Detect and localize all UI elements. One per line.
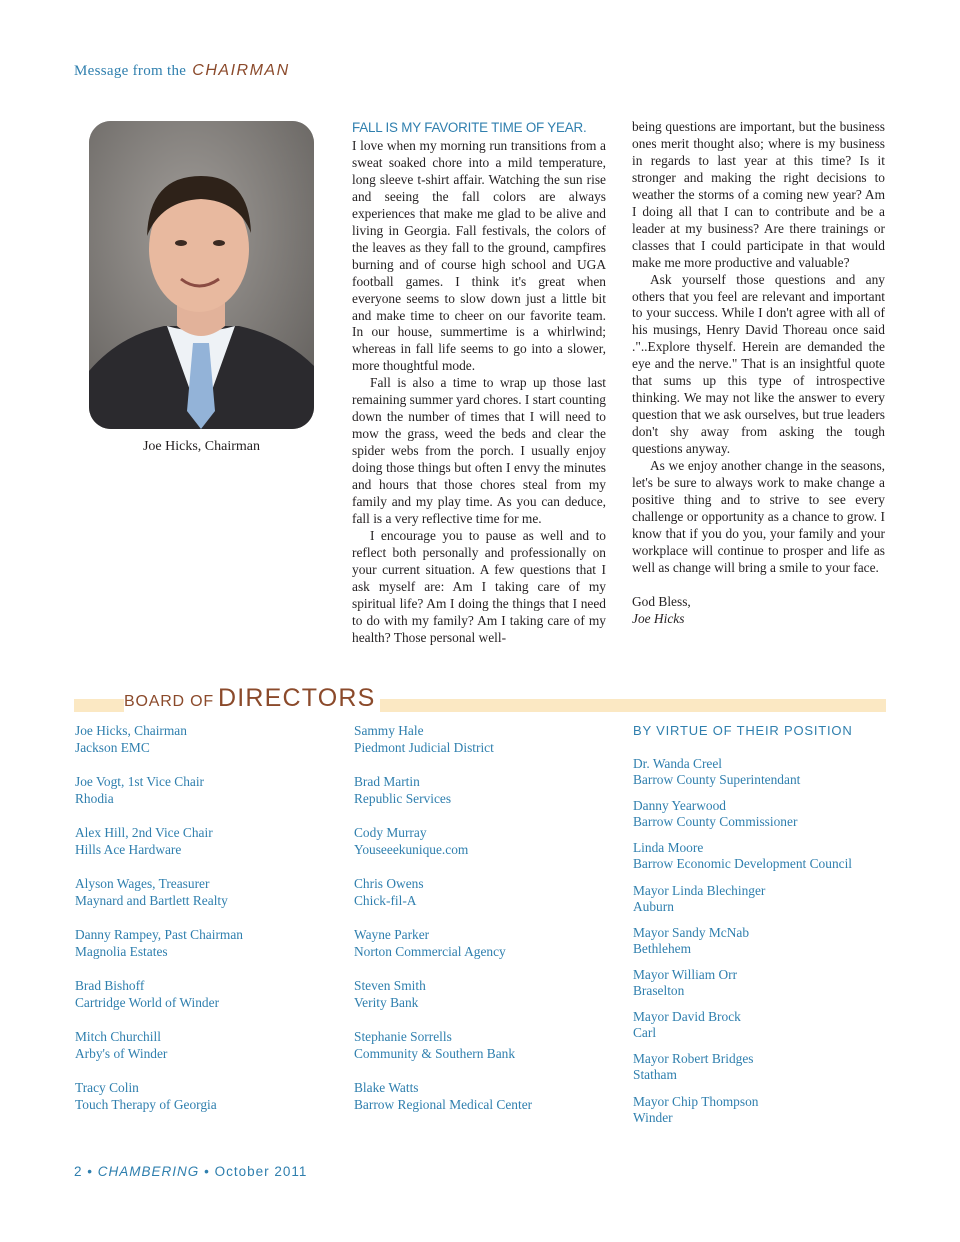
chairman-photo xyxy=(89,121,314,429)
director-org: Barrow Regional Medical Center xyxy=(354,1097,533,1112)
director-entry xyxy=(354,926,614,977)
directors-column-2 xyxy=(354,722,614,1130)
article-paragraph: being questions are important, but the business ones merit thought also; where is my business in regards to last year at this time? Is it stronger and making the right decisions to weather the storms of a coming new year? Am I doing all that I can to contribute and be a leader at my business? Are there trainings or classes that I could participate in that would make me more productive and valuable? xyxy=(632,119,885,270)
director-name: Wayne Parker xyxy=(354,927,430,942)
ex-officio-entry xyxy=(633,883,893,925)
article-paragraph: Ask yourself those questions and any others that you feel are relevant and important to your success. While I don't agree with all of his musings, Henry David Thoreau once said ."..Explore thyself. Herein are demanded the eye and the nerve." That is an insightful quote that sums up this type of introspective thinking. We may not like the answer to every question that we ask ourselves, but true leaders don't shy away from asking the tough questions anyway. xyxy=(632,271,885,457)
signature-block xyxy=(632,594,885,628)
director-org: Chick-fil-A xyxy=(354,893,417,908)
director-entry xyxy=(354,1079,614,1130)
ex-officio-column xyxy=(633,722,893,1136)
director-entry xyxy=(354,722,614,773)
director-name: Mitch Churchill xyxy=(75,1029,161,1044)
directors-column-1 xyxy=(75,722,335,1130)
director-org: Piedmont Judicial District xyxy=(354,740,494,755)
ex-officio-entry xyxy=(633,840,893,882)
member-name: Dr. Wanda Creel xyxy=(633,756,723,771)
member-org: Barrow Economic Development Council xyxy=(633,856,853,872)
member-org: Winder xyxy=(633,1109,673,1125)
header-emphasis: CHAIRMAN xyxy=(192,62,290,79)
director-entry xyxy=(75,824,335,875)
member-org: Braselton xyxy=(633,982,685,998)
director-org: Touch Therapy of Georgia xyxy=(75,1097,217,1112)
member-org: Auburn xyxy=(633,898,674,914)
article-headline: FALL IS MY FAVORITE TIME OF YEAR. xyxy=(352,120,587,135)
director-entry xyxy=(75,875,335,926)
director-entry xyxy=(354,1028,614,1079)
member-org: Carl xyxy=(633,1025,657,1041)
member-name: Mayor Sandy McNab xyxy=(633,924,750,940)
article-paragraph: Fall is also a time to wrap up those last remaining summer yard chores. I start counting down the number of times that I will need to mow the grass, weed the beds and clear the spider webs from the porch. I usually enjoy doing those things but often I envy the minutes and hours that those chores steal from my family and my play time. As you can deduce, fall is a very reflective time for me. xyxy=(352,375,606,526)
director-name: Joe Hicks, Chairman xyxy=(75,723,187,738)
member-org: Statham xyxy=(633,1067,677,1083)
issue-date: October 2011 xyxy=(214,1164,308,1179)
member-org: Bethlehem xyxy=(633,940,692,956)
director-org: Rhodia xyxy=(75,791,114,806)
board-section-title xyxy=(124,684,380,713)
page-number: 2 xyxy=(74,1164,83,1179)
director-org: Norton Commercial Agency xyxy=(354,944,506,959)
ex-officio-entry xyxy=(633,756,893,798)
bullet-separator: • xyxy=(87,1164,94,1179)
member-name: Linda Moore xyxy=(633,840,704,856)
director-name: Chris Owens xyxy=(354,876,424,891)
member-name: Mayor Chip Thompson xyxy=(633,1093,759,1109)
photo-caption: Joe Hicks, Chairman xyxy=(142,439,261,454)
page-header xyxy=(74,62,290,80)
article-paragraph: I encourage you to pause as well and to reflect both personally and professionally on your current situation. A few questions that I ask myself are: Am I taking care of my spiritual life? Am I doing the things that I need to do with my family? Am I taking care of my health? Those personal well- xyxy=(352,527,606,645)
article-column-2 xyxy=(632,119,885,628)
ex-officio-entry xyxy=(633,967,893,1009)
member-org: Barrow County Commissioner xyxy=(633,814,798,830)
article-paragraph: I love when my morning run transitions from a sweat soaked chore into a mild temperature, long sleeve t-shirt affair. Watching the sun rise and seeing the fall colors are always experiences that make me glad to be alive and living in Georgia. Fall festivals, the colors of the leaves as they fall to the ground, campfires burning and of course high school and UGA football games. I think it's great when everyone seems to slow down just a little bit and make time to cheer on our favorite team. In our house, summertime is a whirlwind; whereas in fall life seems to go into a slower, more thoughtful mode. xyxy=(352,138,606,374)
signature-name: Joe Hicks xyxy=(632,610,685,626)
director-name: Brad Martin xyxy=(354,774,420,789)
board-title-small: BOARD OF xyxy=(124,693,214,710)
director-org: Magnolia Estates xyxy=(75,944,168,959)
director-name: Blake Watts xyxy=(354,1080,419,1095)
director-name: Joe Vogt, 1st Vice Chair xyxy=(75,774,205,789)
director-org: Republic Services xyxy=(354,791,452,806)
director-entry xyxy=(354,773,614,824)
article-column-1 xyxy=(352,119,606,647)
director-org: Arby's of Winder xyxy=(75,1046,168,1061)
board-title-large: DIRECTORS xyxy=(217,684,376,712)
ex-officio-entry xyxy=(633,925,893,967)
director-name: Brad Bishoff xyxy=(75,978,145,993)
director-entry xyxy=(354,875,614,926)
director-entry xyxy=(75,773,335,824)
virtue-title: BY VIRTUE OF THEIR POSITION xyxy=(633,723,853,738)
director-entry xyxy=(75,1028,335,1079)
director-name: Sammy Hale xyxy=(354,723,424,738)
director-name: Alex Hill, 2nd Vice Chair xyxy=(75,825,213,840)
ex-officio-entry xyxy=(633,1094,893,1136)
director-org: Community & Southern Bank xyxy=(354,1046,516,1061)
article-paragraph: As we enjoy another change in the seasons, let's be sure to always work to make change a positive thing and to strive to see every challenge or opportunity as a chance to grow. I know that if you do you, your family and your workplace will continue to prosper and life as well as change will bring a smile to your face. xyxy=(632,458,885,575)
director-org: Youseeekunique.com xyxy=(354,842,469,857)
bullet-separator: • xyxy=(204,1164,210,1179)
ex-officio-entry xyxy=(633,1051,893,1093)
director-org: Maynard and Bartlett Realty xyxy=(75,893,228,908)
ex-officio-entry xyxy=(633,1009,893,1051)
director-name: Alyson Wages, Treasurer xyxy=(75,876,210,891)
director-name: Tracy Colin xyxy=(75,1080,139,1095)
director-name: Danny Rampey, Past Chairman xyxy=(75,927,243,942)
director-entry xyxy=(354,977,614,1028)
director-name: Stephanie Sorrells xyxy=(354,1029,452,1044)
director-org: Verity Bank xyxy=(354,995,419,1010)
page-footer xyxy=(74,1164,307,1179)
member-name: Mayor Robert Bridges xyxy=(633,1051,754,1067)
director-entry xyxy=(75,722,335,773)
member-name: Mayor William Orr xyxy=(633,966,738,982)
director-name: Cody Murray xyxy=(354,825,427,840)
director-name: Steven Smith xyxy=(354,978,426,993)
closing: God Bless, xyxy=(632,593,691,609)
director-entry xyxy=(75,977,335,1028)
director-entry xyxy=(75,926,335,977)
member-name: Danny Yearwood xyxy=(633,798,726,814)
director-org: Cartridge World of Winder xyxy=(75,995,220,1010)
director-org: Jackson EMC xyxy=(75,740,150,755)
ex-officio-entry xyxy=(633,798,893,840)
director-entry xyxy=(354,824,614,875)
member-name: Mayor Linda Blechinger xyxy=(633,882,766,898)
member-name: Mayor David Brock xyxy=(633,1009,741,1025)
director-entry xyxy=(75,1079,335,1130)
header-prefix: Message from the xyxy=(74,63,187,79)
member-org: Barrow County Superintendant xyxy=(633,772,801,787)
magazine-name: CHAMBERING xyxy=(97,1164,200,1179)
director-org: Hills Ace Hardware xyxy=(75,842,182,857)
